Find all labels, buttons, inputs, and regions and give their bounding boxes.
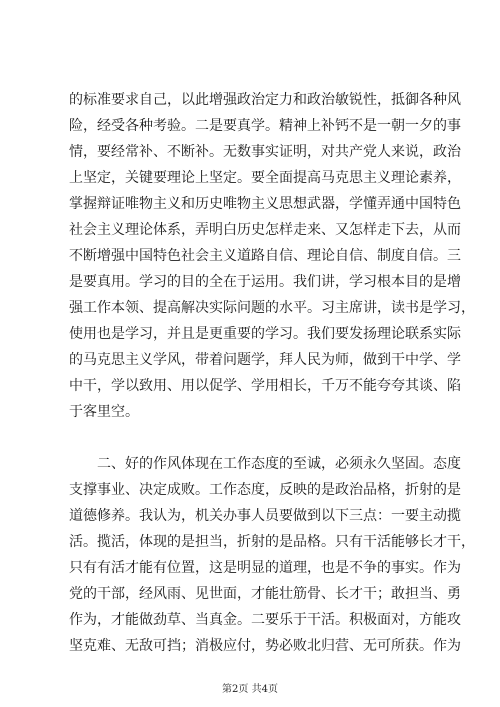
text-line: 支撑事业、决定成败。工作态度，反映的是政治品格，折射的是 xyxy=(69,482,461,498)
text-line: 二、好的作风体现在工作态度的至诚，必须永久坚固。态度 xyxy=(69,456,461,472)
text-line: 不断增强中国特色社会主义道路自信、理论自信、制度自信。三 xyxy=(69,248,461,264)
text-line: 党的干部，经风雨、见世面，才能壮筋骨、长才干；敢担当、勇 xyxy=(69,586,461,602)
text-line: 使用也是学习，并且是更重要的学习。我们要发扬理论联系实际 xyxy=(69,326,461,342)
text-line: 的马克思主义学风，带着问题学，拜人民为师，做到干中学、学 xyxy=(69,352,461,368)
text-line: 社会主义理论体系，弄明白历史怎样走来、又怎样走下去，从而 xyxy=(69,222,461,238)
text-line: 上坚定，关键要理论上坚定。要全面提高马克思主义理论素养， xyxy=(69,170,461,186)
text-line: 只有有活才能有位置，这是明显的道理，也是不争的事实。作为 xyxy=(69,560,461,576)
paragraph-1 xyxy=(69,87,475,425)
body-text xyxy=(69,87,475,659)
text-line: 情，要经常补、不断补。无数事实证明，对共产党人来说，政治 xyxy=(69,144,461,160)
text-line: 道德修养。我认为，机关办事人员要做到以下三点：一要主动揽 xyxy=(69,508,461,524)
text-line: 活。揽活，体现的是担当，折射的是品格。只有干活能够长才干， xyxy=(69,534,475,550)
paragraph-2 xyxy=(69,451,475,659)
text-line: 是要真用。学习的目的全在于运用。我们讲，学习根本目的是增 xyxy=(69,274,461,290)
text-line: 掌握辩证唯物主义和历史唯物主义思想武器，学懂弄通中国特色 xyxy=(69,196,461,212)
text-line: 作为，才能做劲草、当真金。二要乐于干活。积极面对，方能攻 xyxy=(69,612,461,628)
page-footer: 第2页 共4页 xyxy=(222,684,278,695)
text-line: 险，经受各种考验。二是要真学。精神上补钙不是一朝一夕的事 xyxy=(69,118,461,134)
text-line: 坚克难、无敌可挡；消极应付，势必败北归营、无可所获。作为 xyxy=(69,638,461,654)
text-line: 于客里空。 xyxy=(69,404,139,420)
text-line: 中干，学以致用、用以促学、学用相长，千万不能夸夸其谈、陷 xyxy=(69,378,461,394)
text-line: 的标准要求自己，以此增强政治定力和政治敏锐性，抵御各种风 xyxy=(69,92,461,108)
text-line: 强工作本领、提高解决实际问题的水平。习主席讲，读书是学习， xyxy=(69,300,475,316)
